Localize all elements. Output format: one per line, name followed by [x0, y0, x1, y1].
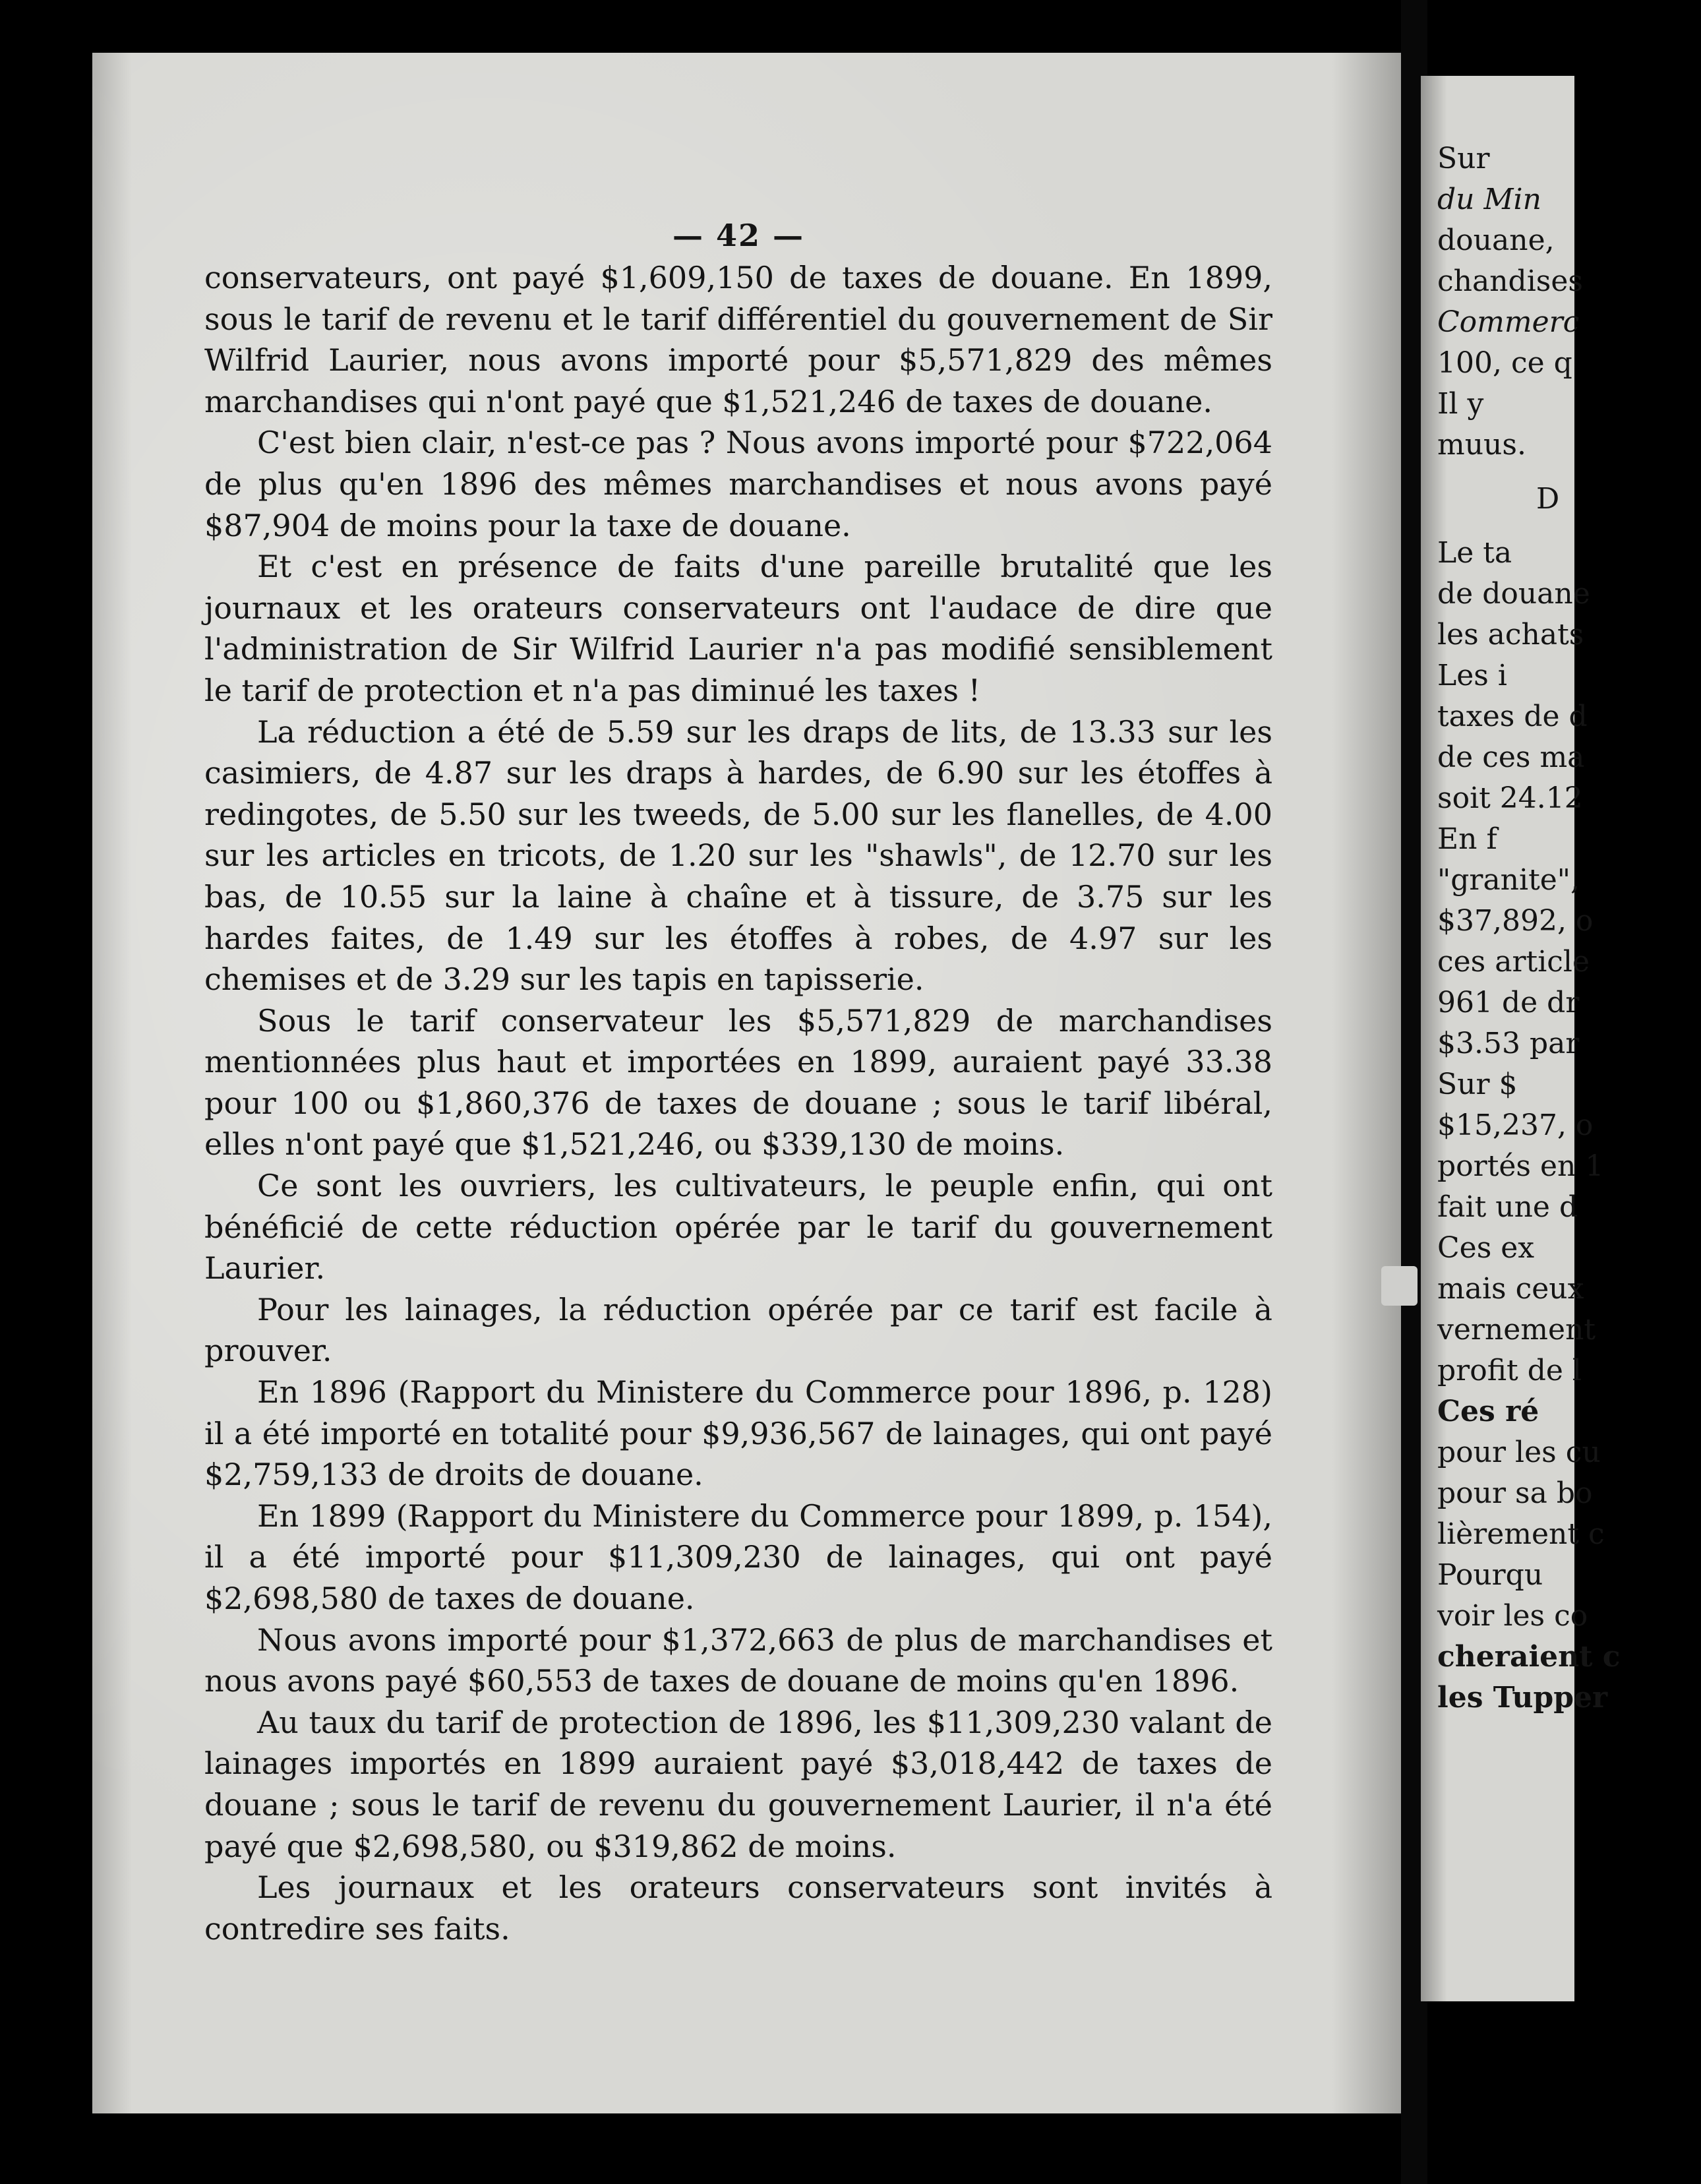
adjacent-line: 961 de dr [1437, 986, 1580, 1019]
paragraph: En 1899 (Rapport du Ministere du Commerce pour 1899, p. 154), il a été importé pour $11,309,230 de lainages, qui ont payé $2,698,580 de taxes de douane. [204, 1498, 1272, 1616]
paragraph: Pour les lainages, la réduction opérée par ce tarif est facile à prouver. [204, 1291, 1272, 1369]
adjacent-line: 100, ce q [1437, 346, 1572, 380]
adjacent-line: D [1536, 482, 1560, 516]
paragraph: Au taux du tarif de protection de 1896, les $11,309,230 valant de lainages importés en 1899 auraient payé $3,018,442 de taxes de douane ; sous le tarif de revenu du gouvernement Laurier, il n'a été payé que $2,698,580, ou $319,862 de moins. [204, 1704, 1272, 1864]
adjacent-line: douane, [1437, 224, 1555, 257]
paragraph: Sous le tarif conservateur les $5,571,829 de marchandises mentionnées plus haut et importées en 1899, auraient payé 33.38 pour 100 ou $1,860,376 de taxes de douane ; sous le tarif libéral, elles n'ont payé que $1,521,246, ou $339,130 de moins. [204, 1002, 1272, 1163]
adjacent-line: pour sa bo [1437, 1476, 1593, 1510]
adjacent-line: "granite", [1437, 863, 1580, 897]
adjacent-line: taxes de d [1437, 700, 1588, 733]
adjacent-line: de ces ma [1437, 741, 1585, 774]
adjacent-line: Sur [1437, 142, 1490, 175]
adjacent-line: lièrement c [1437, 1517, 1605, 1551]
binding-tab [1381, 1266, 1418, 1306]
paragraph: conservateurs, ont payé $1,609,150 de taxes de douane. En 1899, sous le tarif de revenu et le tarif différentiel du gouvernement de Sir Wilfrid Laurier, nous avons importé pour $5,571,829 des mêmes marchandises qui n'ont payé que $1,521,246 de taxes de douane. [204, 260, 1272, 419]
adjacent-line: Il y [1437, 387, 1484, 421]
adjacent-page-text [1437, 138, 1701, 1718]
adjacent-line: fait une d [1437, 1190, 1578, 1224]
paragraph: Et c'est en présence de faits d'une pareille brutalité que les journaux et les orateurs conservateurs ont l'audace de dire que l'administration de Sir Wilfrid Laurier n'a pas modifié sensiblement le tarif de protection et n'a pas diminué les taxes ! [204, 549, 1272, 708]
adjacent-line: Pourqu [1437, 1558, 1543, 1592]
adjacent-line: Sur $ [1437, 1068, 1518, 1101]
adjacent-line: Ces ré [1437, 1395, 1539, 1428]
adjacent-line: $15,237, o [1437, 1108, 1594, 1142]
adjacent-line: Commerc [1437, 305, 1580, 339]
adjacent-line: profit de l [1437, 1354, 1582, 1387]
adjacent-line: du Min [1437, 183, 1541, 216]
adjacent-line: soit 24.12 [1437, 781, 1583, 815]
adjacent-line: Ces ex [1437, 1231, 1535, 1265]
paragraph: Les journaux et les orateurs conservateurs sont invités à contredire ses faits. [204, 1869, 1272, 1947]
adjacent-line: portés en 1 [1437, 1149, 1604, 1183]
page-body [204, 218, 1272, 1949]
adjacent-line: les achats [1437, 618, 1584, 652]
adjacent-line: Le ta [1437, 536, 1512, 570]
page-number: — 42 — [672, 218, 805, 253]
adjacent-line: muus. [1437, 428, 1526, 462]
adjacent-line: pour les cu [1437, 1436, 1601, 1469]
adjacent-line: Les i [1437, 659, 1507, 692]
adjacent-line: les Tupper [1437, 1681, 1608, 1714]
adjacent-line: de douane [1437, 577, 1590, 611]
paragraph: La réduction a été de 5.59 sur les draps de lits, de 13.33 sur les casimiers, de 4.87 sur les draps à hardes, de 6.90 sur les étoffes à redingotes, de 5.50 sur les tweeds, de 5.00 sur les flanelles, de 4.00 sur les articles en tricots, de 1.20 sur les "shawls", de 12.70 sur les bas, de 10.55 sur la laine à chaîne et à tissure, de 3.75 sur les hardes faites, de 1.49 sur les étoffes à robes, de 4.97 sur les chemises et de 3.29 sur les tapis en tapisserie. [204, 713, 1272, 998]
adjacent-line: $37,892, o [1437, 904, 1594, 938]
adjacent-line: ces article [1437, 945, 1590, 979]
paragraph: Ce sont les ouvriers, les cultivateurs, le peuple enfin, qui ont bénéficié de cette réduction opérée par le tarif du gouvernement Laurier. [204, 1168, 1272, 1287]
paragraph: En 1896 (Rapport du Ministere du Commerce pour 1896, p. 128) il a été importé en totalité pour $9,936,567 de lainages, qui ont payé $2,759,133 de droits de douane. [204, 1374, 1272, 1493]
adjacent-line: voir les co [1437, 1599, 1588, 1633]
paragraph: Nous avons importé pour $1,372,663 de plus de marchandises et nous avons payé $60,553 de taxes de douane de moins qu'en 1896. [204, 1622, 1272, 1699]
scanned-page [92, 53, 1401, 2113]
adjacent-page [1421, 76, 1621, 2001]
adjacent-line: cheraient c [1437, 1640, 1621, 1674]
paragraph: C'est bien clair, n'est-ce pas ? Nous avons importé pour $722,064 de plus qu'en 1896 des mêmes marchandises et nous avons payé $87,904 de moins pour la taxe de douane. [204, 425, 1272, 543]
adjacent-line: mais ceux [1437, 1272, 1584, 1306]
adjacent-line: $3.53 par [1437, 1027, 1580, 1060]
adjacent-line: vernement [1437, 1313, 1596, 1347]
adjacent-line: chandises [1437, 264, 1583, 298]
adjacent-line: En f [1437, 822, 1497, 856]
